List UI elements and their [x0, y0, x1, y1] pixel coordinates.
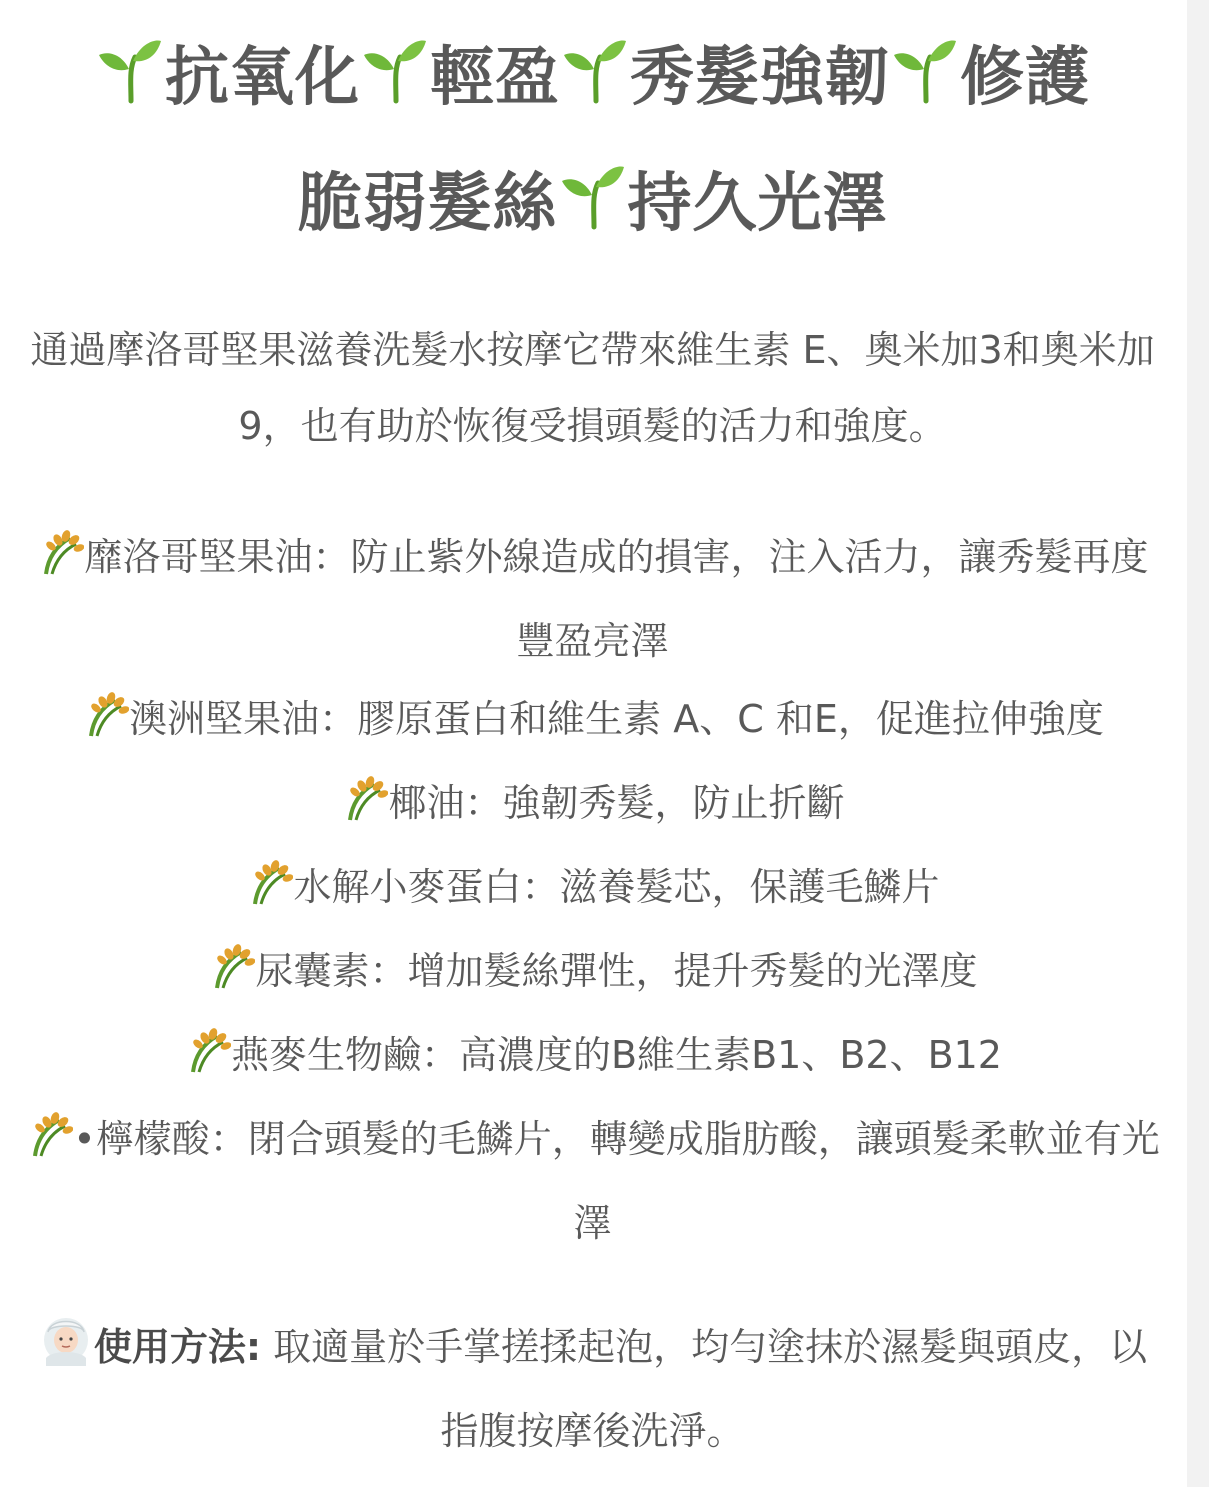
title-part: 脆弱髮絲 [297, 167, 558, 241]
rice-sheaf-icon [207, 938, 255, 1016]
title-part: 修護 [960, 41, 1090, 115]
ingredient-text: 水解小麥蛋白：滋養髮芯，保護毛鱗片 [293, 865, 940, 909]
title-part: 抗氧化 [165, 41, 360, 115]
page-title [20, 18, 1165, 270]
title-line-1 [20, 18, 1165, 144]
ingredient-text: 椰油：強韌秀髮，防止折斷 [388, 781, 845, 825]
rice-sheaf-icon [36, 524, 84, 602]
usage-text: 取適量於手掌搓揉起泡，均勻塗抹於濕髮與頭皮，以指腹按摩後洗淨。 [261, 1325, 1148, 1453]
title-line-2 [20, 144, 1165, 270]
title-part: 輕盈 [430, 41, 560, 115]
rice-sheaf-icon [183, 1022, 231, 1100]
woman-in-steam-icon [38, 1310, 94, 1392]
rice-sheaf-icon [25, 1106, 73, 1184]
ingredient-text: 燕麥生物鹼：高濃度的B維生素B1、B2、B12 [231, 1033, 1002, 1077]
list-item [20, 518, 1165, 680]
scrollbar-track[interactable] [1187, 0, 1209, 1487]
ingredient-text: 靡洛哥堅果油：防止紫外線造成的損害，注入活力，讓秀髮再度豐盈亮澤 [84, 535, 1149, 663]
rice-sheaf-icon [81, 686, 129, 764]
seedling-icon [558, 150, 628, 270]
list-item [20, 848, 1165, 932]
seedling-icon [560, 24, 630, 144]
usage-paragraph [20, 1308, 1165, 1470]
article-content [20, 0, 1165, 1470]
list-item [20, 680, 1165, 764]
seedling-icon [890, 24, 960, 144]
list-item [20, 1016, 1165, 1100]
ingredient-list [20, 518, 1165, 1262]
title-part: 秀髮強韌 [630, 41, 890, 115]
seedling-icon [360, 24, 430, 144]
rice-sheaf-icon [245, 854, 293, 932]
seedling-icon [95, 24, 165, 144]
list-item [20, 932, 1165, 1016]
list-item [20, 764, 1165, 848]
usage-label: 使用方法: [93, 1325, 262, 1369]
list-item [20, 1100, 1165, 1262]
ingredient-text: 尿囊素：增加髮絲彈性，提升秀髮的光澤度 [255, 949, 978, 993]
ingredient-text: •檸檬酸：閉合頭髮的毛鱗片，轉變成脂肪酸，讓頭髮柔軟並有光澤 [73, 1117, 1160, 1245]
intro-paragraph: 通過摩洛哥堅果滋養洗髮水按摩它帶來維生素 E、奧米加3和奧米加 9，也有助於恢復受損頭髮的活力和強度。 [30, 328, 1155, 448]
title-part: 持久光澤 [627, 167, 888, 241]
ingredient-text: 澳洲堅果油：膠原蛋白和維生素 A、C 和E，促進拉伸強度 [129, 697, 1104, 741]
rice-sheaf-icon [340, 770, 388, 848]
